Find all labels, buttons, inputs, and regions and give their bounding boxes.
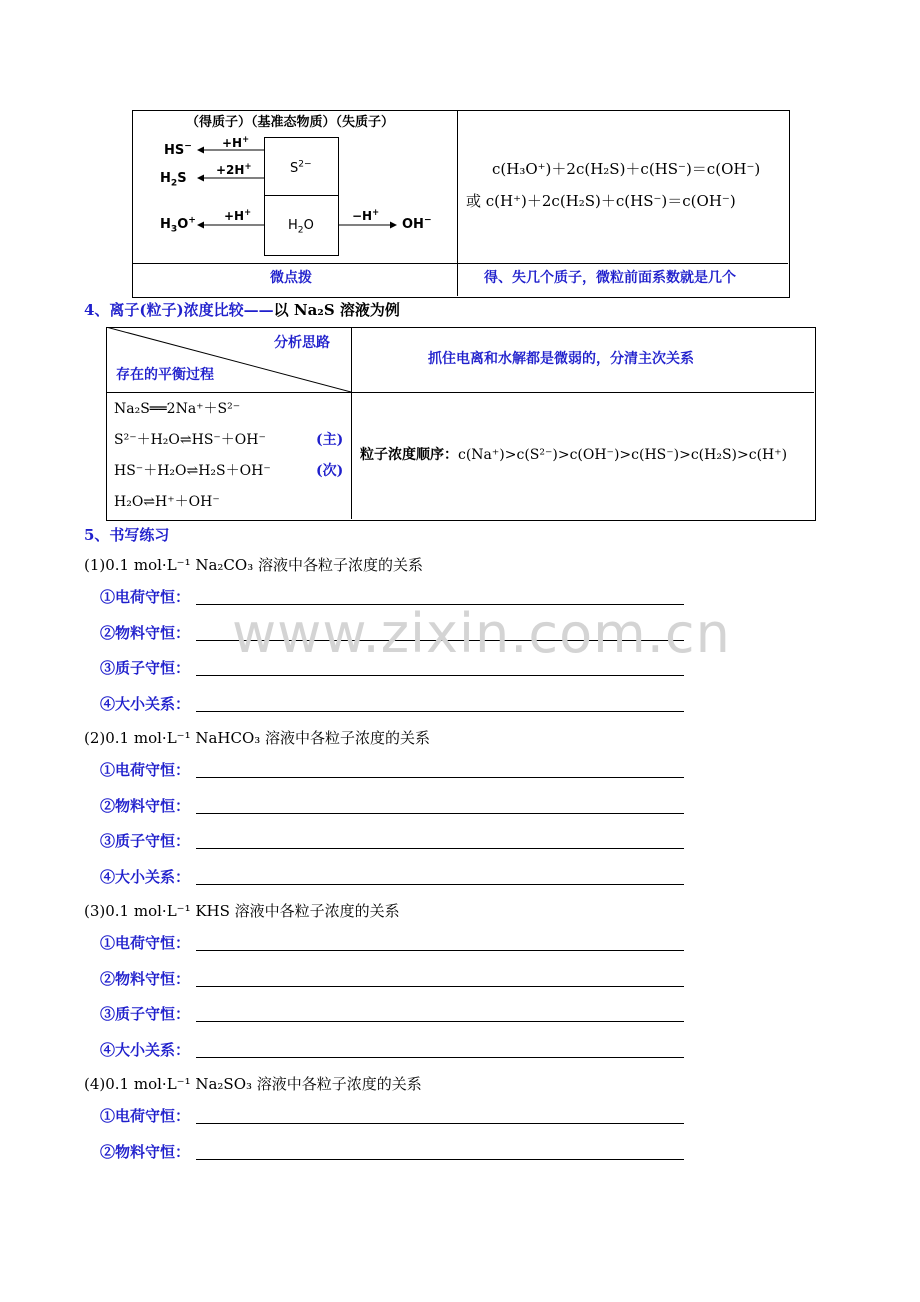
proton-table-row-divider bbox=[132, 263, 788, 264]
concentration-table-row bbox=[106, 392, 814, 393]
exercise-answer-label: ①电荷守恒： bbox=[100, 934, 191, 952]
exercise-answer-row bbox=[100, 1141, 190, 1162]
exercise-answer-row bbox=[100, 968, 190, 989]
balance-eq-1: Na₂S══2Na⁺＋S²⁻ bbox=[114, 401, 241, 417]
exercise-answer-label: ③质子守恒： bbox=[100, 832, 191, 850]
proton-eq-2: 或 c(H⁺)＋2c(H₂S)＋c(HS⁻)＝c(OH⁻) bbox=[466, 192, 736, 210]
exercise-answer-label: ②物料守恒： bbox=[100, 623, 191, 642]
answer-blank[interactable] bbox=[196, 1021, 684, 1022]
answer-blank[interactable] bbox=[196, 1057, 684, 1058]
order-line: 粒子浓度顺序：c(Na⁺)>c(S²⁻)>c(OH⁻)>c(HS⁻)>c(H₂S)>c(H⁺) bbox=[360, 447, 788, 463]
species-oh: OH− bbox=[402, 215, 432, 232]
exercise-answer-label: ④大小关系： bbox=[100, 1040, 191, 1059]
header-top: 分析思路 bbox=[274, 335, 330, 351]
exercise-answer-label: ②物料守恒： bbox=[100, 1142, 191, 1161]
answer-blank[interactable] bbox=[196, 1159, 684, 1160]
answer-blank[interactable] bbox=[196, 986, 684, 987]
species-h3o: $H_3O^+$ bbox=[160, 215, 196, 235]
balance-eq-3-tag: (次) bbox=[316, 463, 344, 479]
section4-title: 4、离子(粒子)浓度比较——以 Na₂S 溶液为例 bbox=[84, 301, 400, 319]
section5-title: 5、书写练习 bbox=[84, 526, 170, 544]
proton-eq-1: c(H₃O⁺)＋2c(H₂S)＋c(HS⁻)＝c(OH⁻) bbox=[492, 160, 761, 178]
species-h2s: $H_2S$ bbox=[160, 171, 187, 189]
header-bottom: 存在的平衡过程 bbox=[116, 367, 214, 383]
answer-blank[interactable] bbox=[196, 950, 684, 951]
exercise-answer-row bbox=[100, 586, 190, 607]
arrow1-label: +H+ bbox=[222, 134, 250, 150]
exercise-answer-row bbox=[100, 795, 190, 816]
header-right: 抓住电离和水解都是微弱的，分清主次关系 bbox=[428, 351, 694, 367]
answer-blank[interactable] bbox=[196, 675, 684, 676]
answer-blank[interactable] bbox=[196, 848, 684, 849]
proton-table-col-divider bbox=[457, 110, 458, 296]
balance-eq-4: H₂O⇌H⁺＋OH⁻ bbox=[114, 494, 220, 510]
exercise-answer-row bbox=[100, 830, 190, 851]
exercise-answer-row bbox=[100, 759, 190, 780]
balance-eq-2: S²⁻＋H₂O⇌HS⁻＋OH⁻ bbox=[114, 432, 266, 448]
exercise-question: (3)0.1 mol·L⁻¹ KHS 溶液中各粒子浓度的关系 bbox=[84, 902, 400, 920]
h2o-label: $H_2O$ bbox=[288, 218, 314, 236]
exercise-answer-row bbox=[100, 1105, 190, 1126]
exercise-answer-label: ①电荷守恒： bbox=[100, 1107, 191, 1125]
arrow3-label: +H+ bbox=[224, 207, 252, 223]
arrow4-label: −H+ bbox=[352, 207, 380, 223]
answer-blank[interactable] bbox=[196, 813, 684, 814]
exercise-answer-row bbox=[100, 866, 190, 887]
exercise-answer-label: ③质子守恒： bbox=[100, 1005, 191, 1023]
exercise-answer-row bbox=[100, 657, 190, 678]
exercise-question: (4)0.1 mol·L⁻¹ Na₂SO₃ 溶液中各粒子浓度的关系 bbox=[84, 1075, 422, 1093]
exercise-question: (1)0.1 mol·L⁻¹ Na₂CO₃ 溶液中各粒子浓度的关系 bbox=[84, 556, 423, 574]
answer-blank[interactable] bbox=[196, 777, 684, 778]
balance-eq-2-tag: (主) bbox=[316, 432, 344, 448]
exercise-question: (2)0.1 mol·L⁻¹ NaHCO₃ 溶液中各粒子浓度的关系 bbox=[84, 729, 431, 747]
tip-text: 得、失几个质子，微粒前面系数就是几个 bbox=[484, 270, 736, 286]
exercise-answer-row bbox=[100, 622, 190, 643]
answer-blank[interactable] bbox=[196, 1123, 684, 1124]
exercise-answer-label: ②物料守恒： bbox=[100, 796, 191, 815]
answer-blank[interactable] bbox=[196, 884, 684, 885]
exercise-answer-label: ③质子守恒： bbox=[100, 659, 191, 677]
exercise-answer-label: ④大小关系： bbox=[100, 694, 191, 713]
concentration-table-col bbox=[351, 327, 352, 519]
exercise-answer-row bbox=[100, 932, 190, 953]
exercise-answer-label: ①电荷守恒： bbox=[100, 588, 191, 606]
exercise-answer-row bbox=[100, 1003, 190, 1024]
tip-label: 微点拨 bbox=[270, 270, 312, 286]
exercise-answer-row bbox=[100, 693, 190, 714]
exercise-answer-row bbox=[100, 1039, 190, 1060]
exercise-answer-label: ①电荷守恒： bbox=[100, 761, 191, 779]
answer-blank[interactable] bbox=[196, 711, 684, 712]
s2-label: $S^{2-}$ bbox=[290, 159, 312, 176]
arrow2-label: +2H+ bbox=[216, 161, 252, 177]
species-hs: HS− bbox=[164, 141, 192, 158]
balance-eq-3: HS⁻＋H₂O⇌H₂S＋OH⁻ bbox=[114, 463, 271, 479]
exercise-answer-label: ④大小关系： bbox=[100, 867, 191, 886]
watermark: www.zixin.com.cn bbox=[232, 602, 731, 665]
diagram-header: （得质子）（基准态物质）（失质子） bbox=[186, 115, 395, 130]
exercise-answer-label: ②物料守恒： bbox=[100, 969, 191, 988]
